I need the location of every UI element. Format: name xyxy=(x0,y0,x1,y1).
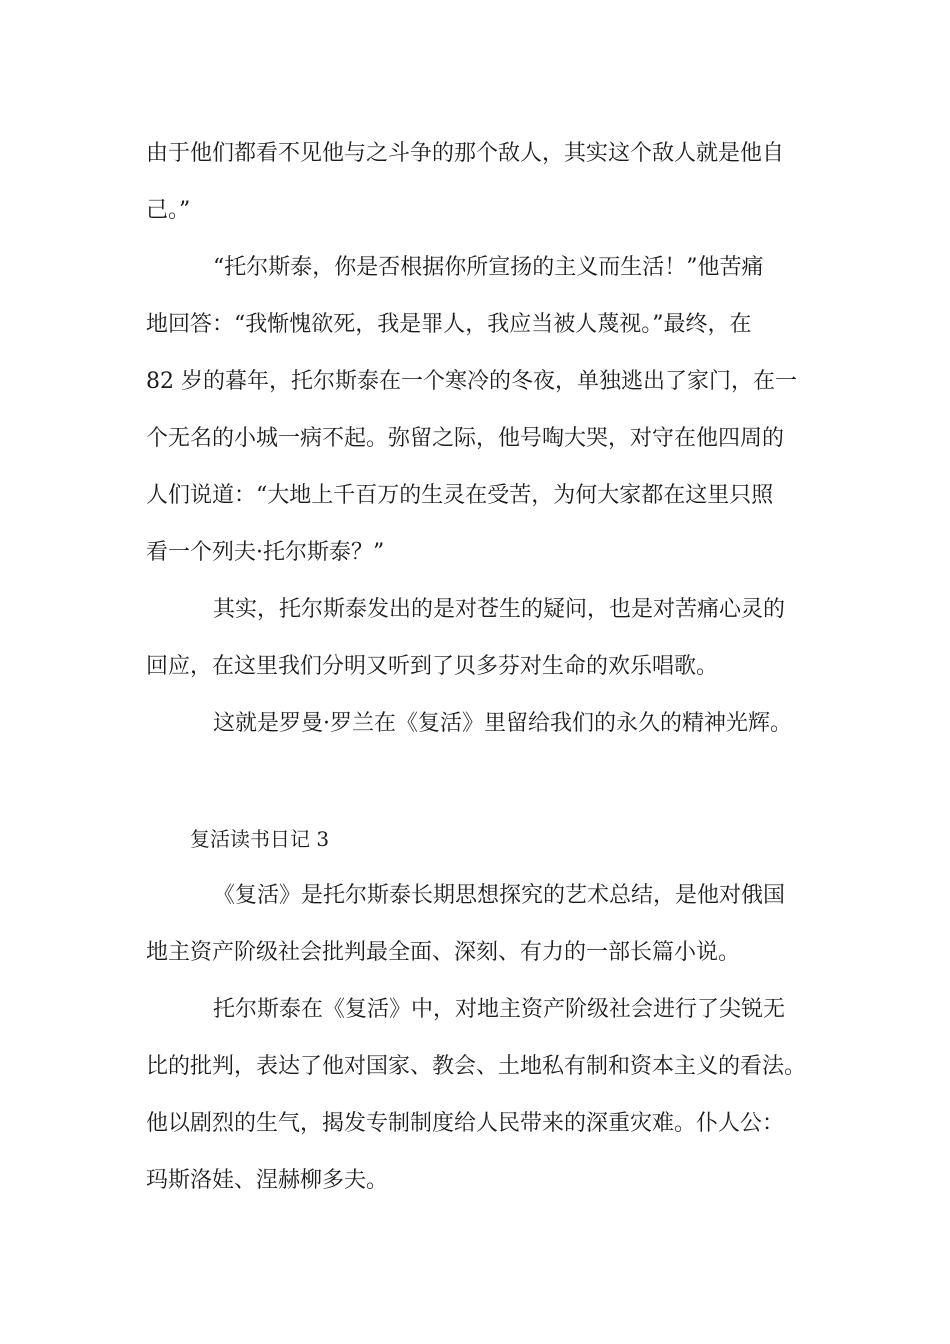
paragraph-line: 托尔斯泰在《复活》中，对地主资产阶级社会进行了尖锐无 xyxy=(213,997,786,1022)
text-line: 地回答：“我惭愧欲死，我是罪人，我应当被人蔑视。”最终，在 xyxy=(146,312,752,337)
text-line: 人们说道：“大地上千百万的生灵在受苦，为何大家都在这里只照 xyxy=(146,483,774,508)
text-line: 回应，在这里我们分明又听到了贝多芬对生命的欢乐唱歌。 xyxy=(146,654,719,679)
paragraph-line: 《复活》是托尔斯泰长期思想探究的艺术总结，是他对俄国 xyxy=(213,883,786,908)
text-line: 己。” xyxy=(146,198,191,223)
paragraph-line: “托尔斯泰，你是否根据你所宣扬的主义而生活！”他苦痛 xyxy=(213,255,764,280)
text-line: 个无名的小城一病不起。弥留之际，他号啕大哭，对守在他四周的 xyxy=(146,426,785,451)
text-line: 由于他们都看不见他与之斗争的那个敌人，其实这个敌人就是他自 xyxy=(146,141,785,166)
text-line: 看一个列夫·托尔斯泰？” xyxy=(146,540,385,565)
text-line: 82 岁的暮年，托尔斯泰在一个寒冷的冬夜，单独逃出了家门，在一 xyxy=(146,369,797,394)
paragraph-line: 其实，托尔斯泰发出的是对苍生的疑问，也是对苦痛心灵的 xyxy=(213,597,786,622)
paragraph-line: 这就是罗曼·罗兰在《复活》里留给我们的永久的精神光辉。 xyxy=(213,711,792,736)
text-line: 比的批判，表达了他对国家、教会、土地私有制和资本主义的看法。 xyxy=(146,1054,807,1079)
text-line: 地主资产阶级社会批判最全面、深刻、有力的一部长篇小说。 xyxy=(146,940,741,965)
text-line: 玛斯洛娃、涅赫柳多夫。 xyxy=(146,1168,389,1193)
text-line: 他以剧烈的生气，揭发专制制度给人民带来的深重灾难。仆人公： xyxy=(146,1111,785,1136)
section-heading: 复活读书日记 3 xyxy=(190,827,330,851)
